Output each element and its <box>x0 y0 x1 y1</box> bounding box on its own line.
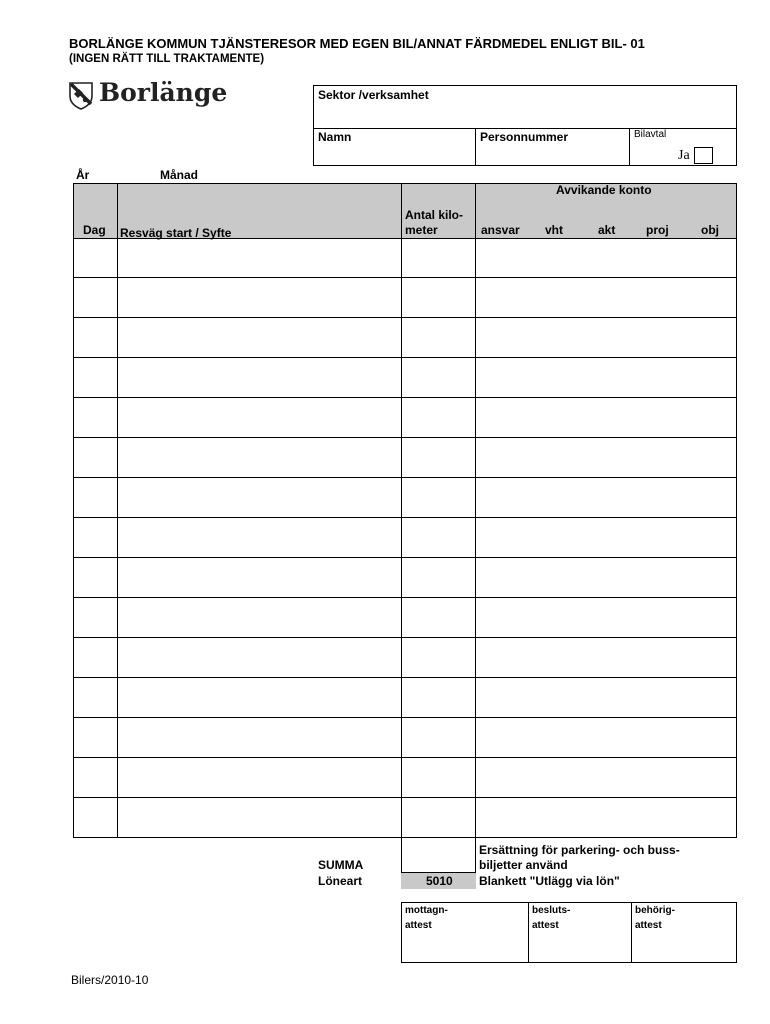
dag-cell[interactable] <box>74 558 116 597</box>
antal-km-cell[interactable] <box>402 318 474 357</box>
resvag-cell[interactable] <box>118 798 400 837</box>
antal-km-cell[interactable] <box>402 278 474 317</box>
mottagn-attest-box[interactable] <box>401 902 529 963</box>
dag-cell[interactable] <box>74 398 116 437</box>
loneart-label: Löneart <box>318 874 363 888</box>
resvag-cell[interactable] <box>118 558 400 597</box>
besluts-label-2: attest <box>532 920 559 931</box>
konto-col-akt: akt <box>598 223 616 237</box>
antal-km-cell[interactable] <box>402 558 474 597</box>
ja-label: Ja <box>678 148 690 163</box>
resvag-cell[interactable] <box>118 438 400 477</box>
resvag-cell[interactable] <box>118 518 400 557</box>
namn-label: Namn <box>318 130 352 144</box>
konto-cell[interactable] <box>476 358 736 397</box>
dag-cell[interactable] <box>74 478 116 517</box>
resvag-cell[interactable] <box>118 638 400 677</box>
konto-cell[interactable] <box>476 238 736 277</box>
table-rows <box>73 238 737 838</box>
dag-cell[interactable] <box>74 678 116 717</box>
table-row <box>73 718 737 758</box>
table-row <box>73 758 737 798</box>
resvag-cell[interactable] <box>118 318 400 357</box>
resvag-cell[interactable] <box>118 358 400 397</box>
bilavtal-label: Bilavtal <box>634 129 667 140</box>
dag-cell[interactable] <box>74 798 116 837</box>
antal-km-cell[interactable] <box>402 718 474 757</box>
coat-of-arms-icon <box>69 82 93 110</box>
resvag-cell[interactable] <box>118 758 400 797</box>
table-row <box>73 398 737 438</box>
besluts-attest-box[interactable] <box>528 902 632 963</box>
personnummer-box <box>475 128 630 166</box>
table-row <box>73 438 737 478</box>
besluts-label-1: besluts- <box>532 905 571 916</box>
mottagn-label-2: attest <box>405 920 432 931</box>
manad-label: Månad <box>160 168 199 182</box>
resvag-cell[interactable] <box>118 598 400 637</box>
antal-km-cell[interactable] <box>402 438 474 477</box>
dag-cell[interactable] <box>74 718 116 757</box>
antal-header-line1: Antal kilo- <box>405 208 464 222</box>
antal-km-cell[interactable] <box>402 358 474 397</box>
table-row <box>73 798 737 838</box>
antal-km-cell[interactable] <box>402 678 474 717</box>
konto-cell[interactable] <box>476 558 736 597</box>
summa-box <box>401 837 476 889</box>
form-title: BORLÄNGE KOMMUN TJÄNSTERESOR MED EGEN BIL/ANNAT FÄRDMEDEL ENLIGT BIL- 01 <box>69 36 645 51</box>
resvag-header: Resväg start / Syfte <box>120 226 232 240</box>
konto-cell[interactable] <box>476 718 736 757</box>
konto-cell[interactable] <box>476 798 736 837</box>
dag-header: Dag <box>83 223 106 237</box>
table-row <box>73 518 737 558</box>
antal-km-cell[interactable] <box>402 598 474 637</box>
resvag-cell[interactable] <box>118 478 400 517</box>
behorig-label-1: behörig- <box>635 905 675 916</box>
borlange-logo <box>69 78 229 111</box>
konto-cell[interactable] <box>476 518 736 557</box>
dag-cell[interactable] <box>74 638 116 677</box>
personnummer-label: Personnummer <box>480 130 569 144</box>
sektor-input[interactable] <box>318 106 732 126</box>
table-row <box>73 358 737 398</box>
antal-km-cell[interactable] <box>402 758 474 797</box>
parkering-note-line1: Ersättning för parkering- och buss- <box>479 843 680 857</box>
behorig-attest-box[interactable] <box>631 902 737 963</box>
behorig-label-2: attest <box>635 920 662 931</box>
dag-cell[interactable] <box>74 758 116 797</box>
sektor-label: Sektor /verksamhet <box>318 88 429 102</box>
dag-cell[interactable] <box>74 318 116 357</box>
resvag-cell[interactable] <box>118 718 400 757</box>
table-row <box>73 598 737 638</box>
konto-col-proj: proj <box>646 223 669 237</box>
resvag-cell[interactable] <box>118 678 400 717</box>
dag-cell[interactable] <box>74 518 116 557</box>
konto-cell[interactable] <box>476 758 736 797</box>
form-subtitle: (INGEN RÄTT TILL TRAKTAMENTE) <box>69 53 265 65</box>
antal-header-line2: meter <box>405 223 438 237</box>
ar-label: År <box>76 168 90 182</box>
avvikande-header: Avvikande konto <box>556 183 652 197</box>
table-row <box>73 278 737 318</box>
mottagn-label-1: mottagn- <box>405 905 448 916</box>
antal-km-cell[interactable] <box>402 518 474 557</box>
table-row <box>73 558 737 598</box>
resvag-cell[interactable] <box>118 278 400 317</box>
table-row <box>73 638 737 678</box>
antal-km-cell[interactable] <box>402 398 474 437</box>
parkering-note-line2: biljetter använd <box>479 858 568 872</box>
antal-km-cell[interactable] <box>402 238 474 277</box>
konto-cell[interactable] <box>476 478 736 517</box>
konto-cell[interactable] <box>476 598 736 637</box>
summa-label: SUMMA <box>318 858 364 872</box>
dag-cell[interactable] <box>74 358 116 397</box>
loneart-value: 5010 <box>426 874 453 888</box>
resvag-cell[interactable] <box>118 398 400 437</box>
parkering-note-line3: Blankett "Utlägg via lön" <box>479 874 620 888</box>
table-row <box>73 478 737 518</box>
dag-cell[interactable] <box>74 438 116 477</box>
antal-km-cell[interactable] <box>402 638 474 677</box>
table-row <box>73 678 737 718</box>
namn-box <box>313 128 476 166</box>
dag-cell[interactable] <box>74 278 116 317</box>
konto-col-vht: vht <box>545 223 563 237</box>
konto-cell[interactable] <box>476 638 736 677</box>
ja-checkbox[interactable] <box>694 147 713 164</box>
antal-km-cell[interactable] <box>402 798 474 837</box>
dag-cell[interactable] <box>74 598 116 637</box>
resvag-cell[interactable] <box>118 238 400 277</box>
konto-cell[interactable] <box>476 318 736 357</box>
antal-km-cell[interactable] <box>402 478 474 517</box>
table-row <box>73 318 737 358</box>
sektor-box <box>313 85 737 129</box>
form-code: Bilers/2010-10 <box>71 973 149 987</box>
summa-input[interactable] <box>405 841 475 871</box>
logo-wordmark: Borlänge <box>99 78 228 107</box>
personnummer-input[interactable] <box>480 147 628 165</box>
konto-cell[interactable] <box>476 678 736 717</box>
konto-cell[interactable] <box>476 438 736 477</box>
loneart-cell <box>401 872 476 889</box>
konto-col-obj: obj <box>701 223 719 237</box>
konto-cell[interactable] <box>476 278 736 317</box>
table-row <box>73 238 737 278</box>
trip-table <box>73 183 737 838</box>
konto-col-ansvar: ansvar <box>481 223 520 237</box>
namn-input[interactable] <box>318 147 474 165</box>
dag-cell[interactable] <box>74 238 116 277</box>
konto-cell[interactable] <box>476 398 736 437</box>
